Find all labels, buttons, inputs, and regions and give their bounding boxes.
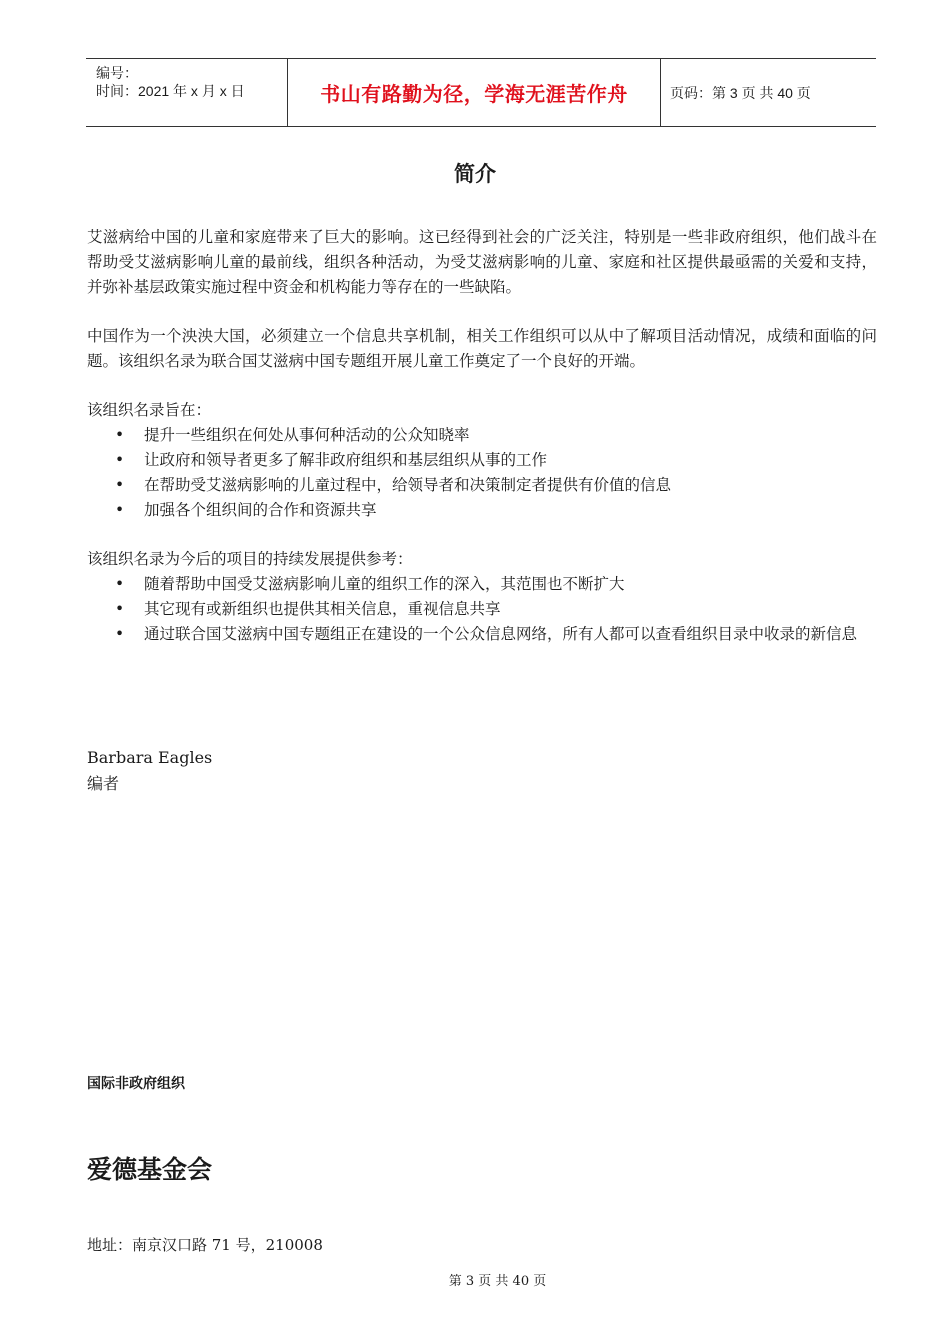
list-item: • 加强各个组织间的合作和资源共享 [87, 498, 877, 523]
page-title: 简介 [454, 162, 496, 186]
bullet-icon: • [115, 501, 125, 519]
header-time-label: 时间：2021 年 x 月 x 日 [96, 83, 245, 99]
bullet-icon: • [115, 451, 125, 469]
intro-paragraph-2: 中国作为一个泱泱大国，必须建立一个信息共享机制，相关工作组织可以从中了解项目活动情况，成绩和面临的问题。该组织名录为联合国艾滋病中国专题组开展儿童工作奠定了一个良好的开端。 [87, 327, 877, 370]
organization-address: 地址：南京汉口路 71 号，210008 [87, 1236, 323, 1254]
list-item: • 让政府和领导者更多了解非政府组织和基层组织从事的工作 [87, 448, 877, 473]
intro-paragraph-1: 艾滋病给中国的儿童和家庭带来了巨大的影响。这已经得到社会的广泛关注，特别是一些非政府组织，他们战斗在帮助受艾滋病影响儿童的最前线，组织各种活动，为受艾滋病影响的儿童、家庭和社区提供最亟需的关爱和支持，并弥补基层政策实施过程中资金和机构能力等存在的一些缺陷。 [87, 228, 877, 296]
signature-name: Barbara Eagles [87, 748, 213, 767]
list-item: • 提升一些组织在何处从事何种活动的公众知晓率 [87, 423, 877, 448]
document-header [86, 58, 876, 127]
header-meta-cell [86, 59, 288, 126]
page-footer: 第 3 页 共 40 页 [448, 1274, 547, 1289]
aims-lead: 该组织名录旨在： [87, 401, 212, 419]
list-item: • 通过联合国艾滋病中国专题组正在建设的一个公众信息网络，所有人都可以查看组织目录中收录的新信息 [87, 622, 877, 647]
header-motto-cell [288, 59, 661, 126]
bullet-icon: • [115, 625, 125, 643]
reference-lead: 该组织名录为今后的项目的持续发展提供参考： [87, 550, 413, 568]
organization-name: 爱德基金会 [87, 1156, 213, 1184]
header-number-label: 编号： [96, 65, 138, 81]
bullet-icon: • [115, 575, 125, 593]
bullet-icon: • [115, 600, 125, 618]
list-item: • 随着帮助中国受艾滋病影响儿童的组织工作的深入，其范围也不断扩大 [87, 572, 877, 597]
bullet-icon: • [115, 476, 125, 494]
bullet-icon: • [115, 426, 125, 444]
list-item: • 其它现有或新组织也提供其相关信息，重视信息共享 [87, 597, 877, 622]
signature-role: 编者 [87, 774, 120, 793]
list-item: • 在帮助受艾滋病影响的儿童过程中，给领导者和决策制定者提供有价值的信息 [87, 473, 877, 498]
aims-list [87, 423, 877, 523]
header-page-number: 页码：第 3 页 共 40 页 [670, 84, 811, 101]
header-motto: 书山有路勤为径，学海无涯苦作舟 [320, 84, 628, 106]
header-pager-cell [661, 59, 876, 126]
reference-list [87, 572, 877, 647]
section-label: 国际非政府组织 [87, 1075, 185, 1091]
